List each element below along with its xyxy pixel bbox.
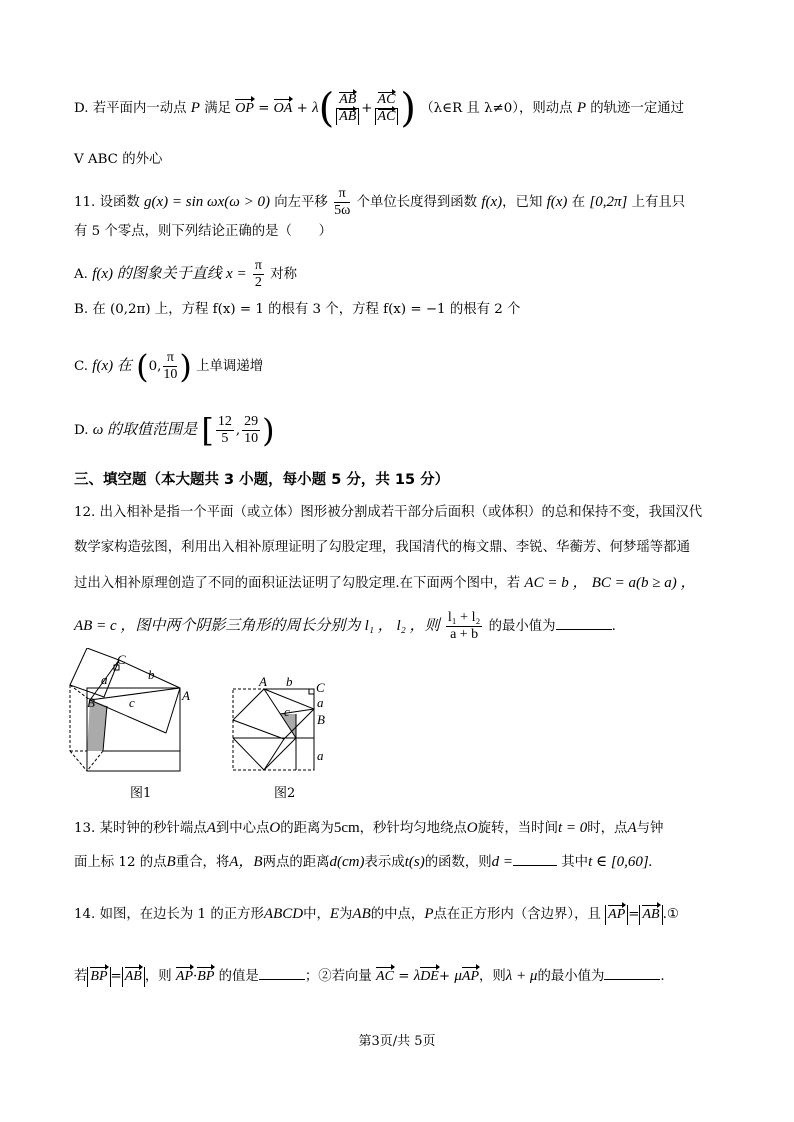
answer-blank[interactable] (556, 629, 612, 630)
fig2-label-a-side-top: a (317, 695, 324, 710)
figure-1 (62, 648, 192, 778)
q14-line1: 14. 如图，在边长为 1 的正方形ABCD中，E为AB的中点，P点在正方形内（含边界），且 AP = AB .① (74, 904, 679, 925)
q12-line2: 数学家构造弦图，利用出入相补原理证明了勾股定理，我国清代的梅文鼎、李锐、华蘅芳、何梦瑶等都通 (74, 540, 690, 555)
q12-line3: 过出入相补原理创造了不同的面积证法证明了勾股定理.在下面两个图中，若 AC = b ， BC = a(b ≥ a) ， (74, 575, 696, 591)
q11-stem-line2: 有 5 个零点，则下列结论正确的是（ ） (74, 224, 333, 239)
q13-line1: 13. 某时钟的秒针端点A到中心点O的距离为5cm，秒针均匀地绕点O旋转，当时间t = 0时，点A与钟 (74, 820, 664, 836)
section-title: 三、填空题（本大题共 3 小题，每小题 5 分，共 15 分） (74, 472, 450, 488)
fig2-label-b-side: b (286, 674, 293, 689)
q13-line2: 面上标 12 的点B重合，将A，B两点的距离d(cm)表示成t(s)的函数，则d = 其中t ∈ [0,60]. (74, 854, 653, 870)
answer-blank[interactable] (513, 865, 557, 866)
fig2-label-c-side: c (284, 704, 290, 719)
fig1-label-c-side: c (129, 695, 135, 710)
q12-line4: AB = c ，图中两个阴影三角形的周长分别为 l₁ ， l₂ ，则 $\frac{\text{l₁ + l₂}}{a + b}$ 的最小值为 . (74, 610, 616, 642)
q14-line2: 若 BP = AB ，则 AP·BP 的值是 ；②若向量 AC = λDE+ μAP，则λ + μ的最小值为 . (74, 966, 665, 987)
fig2-label-c-point: C (316, 680, 325, 695)
figure-2-caption: 图2 (274, 786, 296, 801)
fig1-label-a-side: a (101, 672, 108, 687)
q11-option-d: D. ω 的取值范围是 [ $\frac{12}{5}$ , $\frac{29}{10}$ ) (74, 411, 275, 450)
fig2-label-a-point: A (259, 674, 267, 689)
q10-option-d: D. 若平面内一动点 P 满足 OP = OA + λ( $\frac{AB}{AB}$ + $\frac{AC}{AC}$ ) （λ∈R 且 λ≠0），则动点 P 的轨迹一定通过 (74, 85, 684, 132)
fig1-label-b-side: b (148, 667, 155, 682)
page-footer: 第3页/共 5页 (358, 1034, 436, 1049)
option-label: D. (74, 101, 89, 116)
fig2-label-a-side-bottom: a (317, 748, 324, 763)
q11-option-b: B. 在 (0,2π) 上，方程 f(x) = 1 的根有 3 个，方程 f(x) = −1 的根有 2 个 (74, 302, 521, 317)
q11-option-a: A. f(x) 的图象关于直线 x = $\frac{\pi}{2}$ 对称 (74, 258, 297, 290)
fig1-label-c-point: C (117, 652, 126, 667)
shift-fraction: $\frac{\pi}{5\omega}$ (334, 186, 351, 218)
q12-line1: 12. 出入相补是指一个平面（或立体）图形被分割成若干部分后面积（或体积）的总和保持不变，我国汉代 (74, 505, 703, 520)
vector-oa: OA (274, 99, 293, 119)
vector-op: OP (235, 99, 254, 119)
answer-blank[interactable] (259, 979, 305, 980)
answer-blank[interactable] (604, 979, 660, 980)
fig1-label-b-point: B (87, 695, 95, 710)
fig1-label-a-point: A (182, 688, 190, 703)
q11-option-c: C. f(x) 在 (0, $\frac{\pi}{10}$ ) 上单调递增 (74, 347, 264, 386)
q10-option-d-line2: V ABC 的外心 (74, 152, 163, 167)
q11-stem: 11. 设函数 g(x) = sin ωx(ω > 0) 向左平移 $\frac{\pi}{5\omega}$ 个单位长度得到函数 f(x)，已知 f(x) 在 [0,2π] 上有且只 (74, 186, 686, 218)
fig2-label-b-point: B (317, 712, 325, 727)
figure-1-caption: 图1 (130, 786, 152, 801)
figure-2 (228, 674, 338, 776)
